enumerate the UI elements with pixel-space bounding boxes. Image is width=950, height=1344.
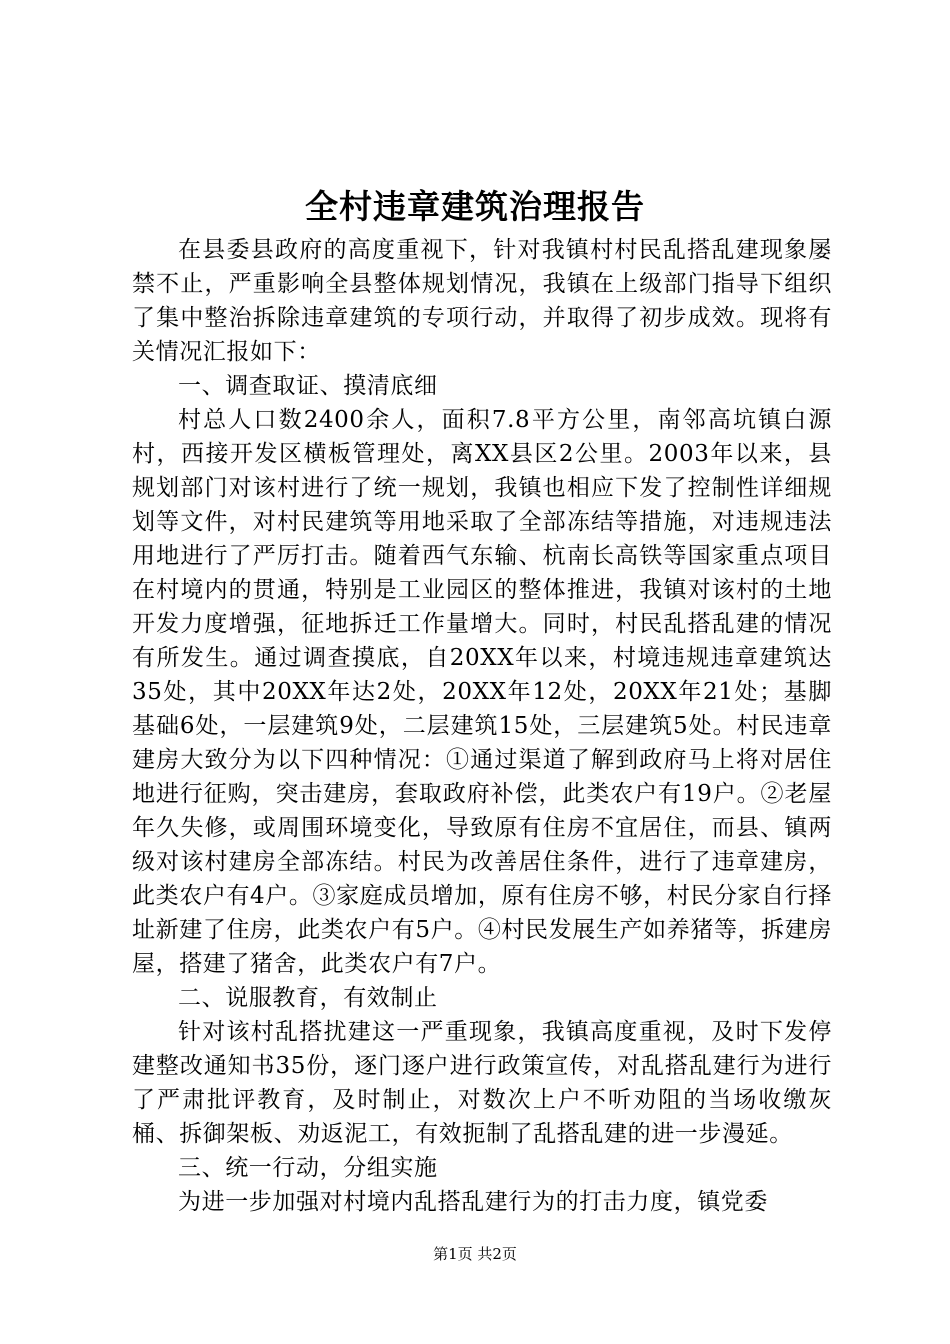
document-body	[132, 233, 832, 1219]
page-number-footer: 第1页 共2页	[433, 1245, 517, 1263]
section-2-paragraph: 针对该村乱搭扰建这一严重现象，我镇高度重视，及时下发停建整改通知书35份，逐门逐户进行政策宣传，对乱搭乱建行为进行了严肃批评教育，及时制止，对数次上户不听劝阻的当场收缴灰桶、拆御架板、劝返泥工，有效扼制了乱搭乱建的进一步漫延。	[132, 1019, 832, 1147]
intro-paragraph: 在县委县政府的高度重视下，针对我镇村村民乱搭乱建现象屡禁不止，严重影响全县整体规划情况，我镇在上级部门指导下组织了集中整治拆除违章建筑的专项行动，并取得了初步成效。现将有关情况汇报如下：	[132, 237, 832, 365]
section-1-paragraph: 村总人口数2400余人，面积7.8平方公里，南邻高坑镇白源村，西接开发区横板管理处，离XX县区2公里。2003年以来，县规划部门对该村进行了统一规划，我镇也相应下发了控制性详细规划等文件，对村民建筑等用地采取了全部冻结等措施，对违规违法用地进行了严厉打击。随着西气东输、杭南长高铁等国家重点项目在村境内的贯通，特别是工业园区的整体推进，我镇对该村的土地开发力度增强，征地拆迁工作量增大。同时，村民乱搭乱建的情况有所发生。通过调查摸底，自20XX年以来，村境违规违章建筑达35处，其中20XX年达2处，20XX年12处，20XX年21处；基脚基础6处，一层建筑9处，二层建筑15处，三层建筑5处。村民违章建房大致分为以下四种情况：①通过渠道了解到政府马上将对居住地进行征购，突击建房，套取政府补偿，此类农户有19户。②老屋年久失修，或周围环境变化，导致原有住房不宜居住，而县、镇两级对该村建房全部冻结。村民为改善居住条件，进行了违章建房，此类农户有4户。③家庭成员增加，原有住房不够，村民分家自行择址新建了住房，此类农户有5户。④村民发展生产如养猪等，拆建房屋，搭建了猪舍，此类农户有7户。	[132, 407, 832, 977]
section-heading-2: 二、说服教育，有效制止	[178, 985, 438, 1011]
section-3-paragraph: 为进一步加强对村境内乱搭乱建行为的打击力度，镇党委	[178, 1189, 768, 1215]
page-title: 全村违章建筑治理报告	[305, 187, 645, 226]
section-heading-1: 一、调查取证、摸清底细	[178, 373, 438, 399]
section-heading-3: 三、统一行动，分组实施	[178, 1155, 438, 1181]
